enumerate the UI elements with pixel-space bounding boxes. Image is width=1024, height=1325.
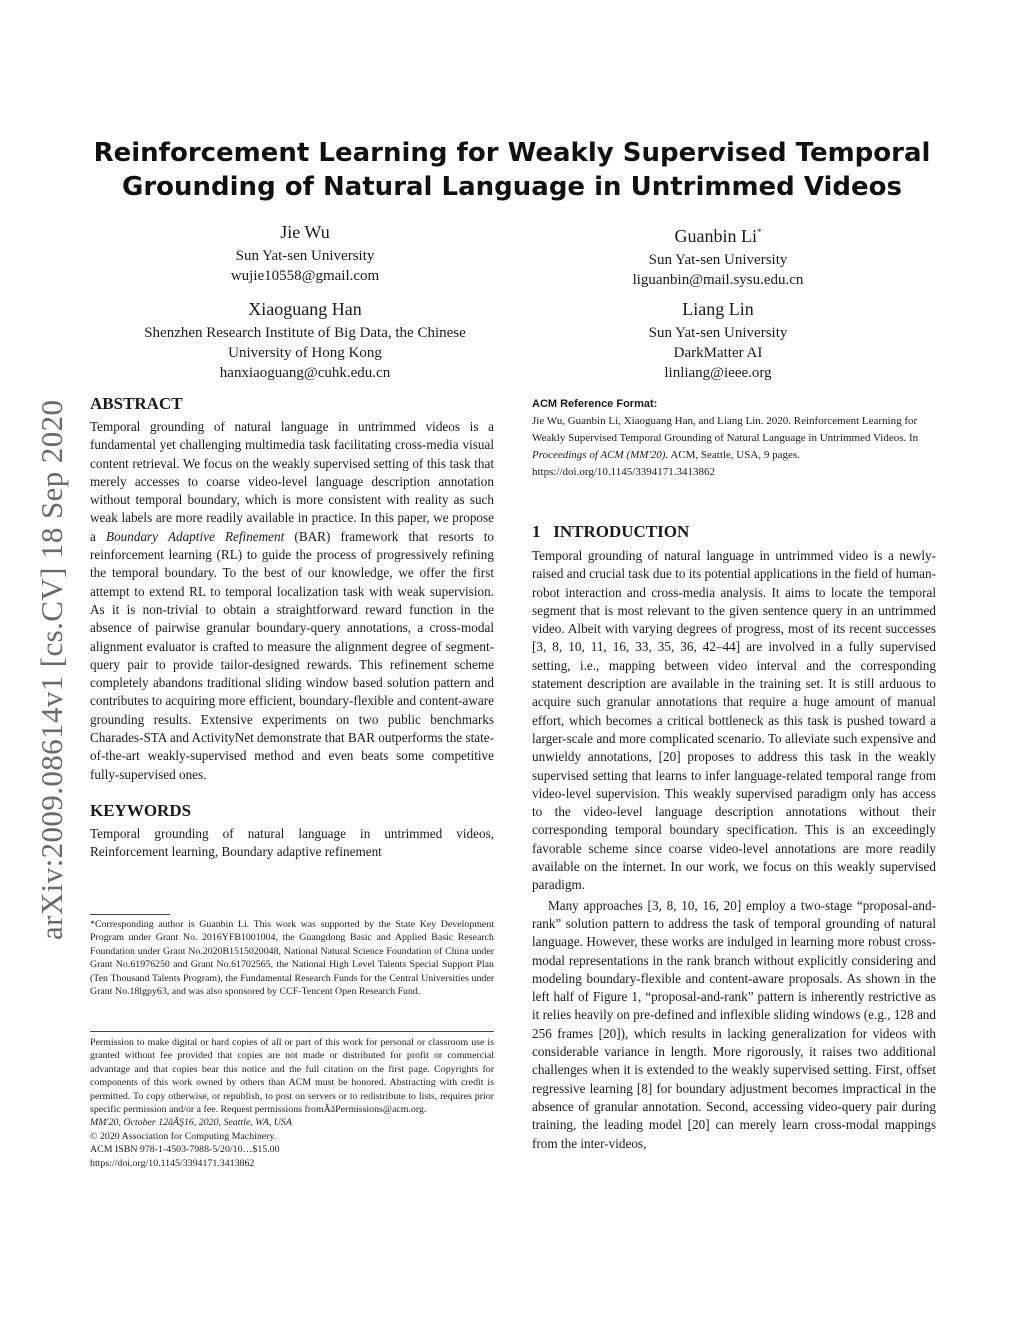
author-block-4	[543, 297, 893, 383]
permission-divider	[90, 1031, 494, 1032]
acm-reference-text: Jie Wu, Guanbin Li, Xiaoguang Han, and Liang Lin. 2020. Reinforcement Learning for Weakly Supervised Temporal Grounding of Natural Language in Untrimmed Videos. In Proceedings of ACM (MM'20). ACM, Seattle, USA, 9 pages. https://doi.org/10.1145/3394171.3413862	[532, 415, 919, 478]
permission-text: Permission to make digital or hard copies of all or part of this work for personal or classroom use is granted without fee provided that copies are not made or distributed for profit or commercial advantage and that copies bear this notice and the full citation on the first page. Copyrights for components of this work owned by others than ACM must be honored. Abstracting with credit is permitted. To copy otherwise, or republish, to post on servers or to redistribute to lists, requires prior specific permission and/or a fee. Request permissions fromÂăPermissions@acm.org.	[90, 1037, 494, 1116]
keywords-heading: KEYWORDS	[90, 800, 192, 820]
author-affiliation: Shenzhen Research Institute of Big Data, the Chinese	[144, 325, 466, 341]
abstract-text: Temporal grounding of natural language in untrimmed videos is a fundamental yet challenging multimedia task facilitating cross-media visual content retrieval. We focus on the weakly supervised setting of this task that merely accesses to coarse video-level language description annotation without temporal boundary, which is more consistent with reality as such weak labels are more readily available in practice. In this paper, we propose a Boundary Adaptive Refinement (BAR) framework that resorts to reinforcement learning (RL) to guide the process of progressively refining the temporal boundary. To the best of our knowledge, we offer the first attempt to extend RL to temporal localization task with weak supervision. As it is non-trivial to obtain a straightforward reward function in the absence of pairwise granular boundary-query annotations, a cross-modal alignment evaluator is crafted to measure the alignment degree of segment-query pair to provide tailor-designed rewards. This refinement scheme completely abandons traditional sliding window based solution pattern and contributes to acquiring more efficient, boundary-flexible and content-aware grounding results. Extensive experiments on two public benchmarks Charades-STA and ActivityNet demonstrate that BAR outperforms the state-of-the-art weakly-supervised method and even beats some competitive fully-supervised ones.	[90, 419, 495, 782]
paper-title-line-1: Reinforcement Learning for Weakly Supervised Temporal	[93, 138, 931, 168]
author-affiliation: DarkMatter AI	[673, 345, 763, 361]
copyright-line: © 2020 Association for Computing Machinery.	[90, 1130, 277, 1142]
author-block-3	[90, 297, 520, 383]
author-name: Jie Wu	[280, 222, 330, 242]
author-name: Liang Lin	[682, 299, 754, 319]
author-affiliation: University of Hong Kong	[228, 345, 382, 361]
abstract-heading: ABSTRACT	[90, 394, 183, 413]
author-affiliation: Sun Yat-sen University	[648, 252, 788, 268]
paper-title	[0, 136, 1024, 204]
keywords-text: Temporal grounding of natural language in untrimmed videos, Reinforcement learning, Boundary adaptive refinement	[90, 825, 494, 860]
permission-block	[90, 1036, 494, 1170]
left-column	[90, 393, 494, 862]
author-name: Guanbin Li*	[674, 226, 762, 246]
author-email[interactable]: liguanbin@mail.sysu.edu.cn	[632, 272, 804, 288]
author-block-2	[543, 220, 893, 290]
introduction-paragraph-2: Many approaches [3, 8, 10, 16, 20] employ a two-stage “proposal-and-rank” solution pattern to address the task of temporal grounding of natural language. However, these works are indulged in learning more robust cross-modal representations in the rank branch without explicitly considering and modeling boundary-flexible and content-aware proposals. As shown in the left half of Figure 1, “proposal-and-rank” pattern is inherently restrictive as it relies heavily on pre-defined and inflexible sliding windows (e.g., 128 and 256 frames [20]), which results in lacking generalization for videos with considerable variance in length. More rigorously, it raises two additional challenges when it is extended to the weakly supervised setting. First, offset regressive learning [8] for boundary adjustment becomes impractical in the absence of granular annotation. Second, accessing video-query pair during training, the leading model [20] can merely learn cross-modal mappings from the inter-videos,	[532, 897, 936, 1151]
conference-info: MM'20, October 12âĂŞ16, 2020, Seattle, WA, USA	[90, 1117, 292, 1129]
author-affiliation: Sun Yat-sen University	[648, 325, 788, 341]
isbn-line: ACM ISBN 978-1-4503-7988-5/20/10…$15.00	[90, 1144, 280, 1156]
method-name: Boundary Adaptive Refinement	[106, 528, 285, 544]
acm-reference-format	[532, 396, 936, 481]
author-email[interactable]: wujie10558@gmail.com	[230, 268, 380, 284]
author-block-1	[130, 220, 480, 286]
footnote-divider	[90, 914, 170, 915]
acm-reference-label: ACM Reference Format:	[532, 398, 658, 410]
right-column	[532, 521, 936, 1153]
author-affiliation: Sun Yat-sen University	[235, 248, 375, 264]
introduction-paragraph-1: Temporal grounding of natural language in untrimmed video is a newly-raised and crucial task due to its potential applications in the field of human-robot interaction and cross-media analysis. It aims to locate the temporal segment that is most relevant to the given sentence query in an untrimmed video. Albeit with varying degrees of progress, most of its recent successes [3, 8, 10, 11, 16, 33, 35, 36, 42–44] are involved in a fully supervised setting, i.e., mapping between video interval and the corresponding statement description are available in the training set. It is still arduous to acquire such granular annotations that require a huge amount of manual effort, which becomes a critical bottleneck as this task is pushed toward a larger-scale and more complicated scenario. To alleviate such expensive and unwieldy annotations, [20] proposes to address this task in the weakly supervised setting that learns to infer language-related temporal range from video-level supervision. This weakly supervised paradigm only has access to the video-level language description annotations without their corresponding temporal boundary specification. This is an exceedingly favorable scheme since coarse video-level annotations are more readily available on the internet. In our work, we focus on this weakly supervised paradigm.	[532, 548, 936, 893]
author-name: Xiaoguang Han	[248, 299, 362, 319]
arxiv-stamp: arXiv:2009.08614v1 [cs.CV] 18 Sep 2020	[34, 399, 69, 940]
doi-link[interactable]: https://doi.org/10.1145/3394171.3413862	[90, 1157, 255, 1169]
paper-title-line-2: Grounding of Natural Language in Untrimmed Videos	[121, 172, 903, 202]
author-email[interactable]: linliang@ieee.org	[664, 365, 772, 381]
corresponding-author-mark: *	[757, 227, 762, 237]
author-email[interactable]: hanxiaoguang@cuhk.edu.cn	[219, 365, 391, 381]
footnote-funding: *Corresponding author is Guanbin Li. This work was supported by the State Key Development Program under Grant No. 2016YFB1001004, the Guangdong Basic and Applied Basic Research Foundation under Grant No.2020B1515020048, National Natural Science Foundation of China under Grant No.61976250 and Grant No.61702565, the National High Level Talents Special Support Plan (Ten Thousand Talents Program), the Fundamental Research Funds for the Central Universities under Grant No.18lgpy63, and was also sponsored by CCF-Tencent Open Research Fund.	[90, 919, 494, 998]
introduction-heading: 1 INTRODUCTION	[532, 522, 690, 541]
